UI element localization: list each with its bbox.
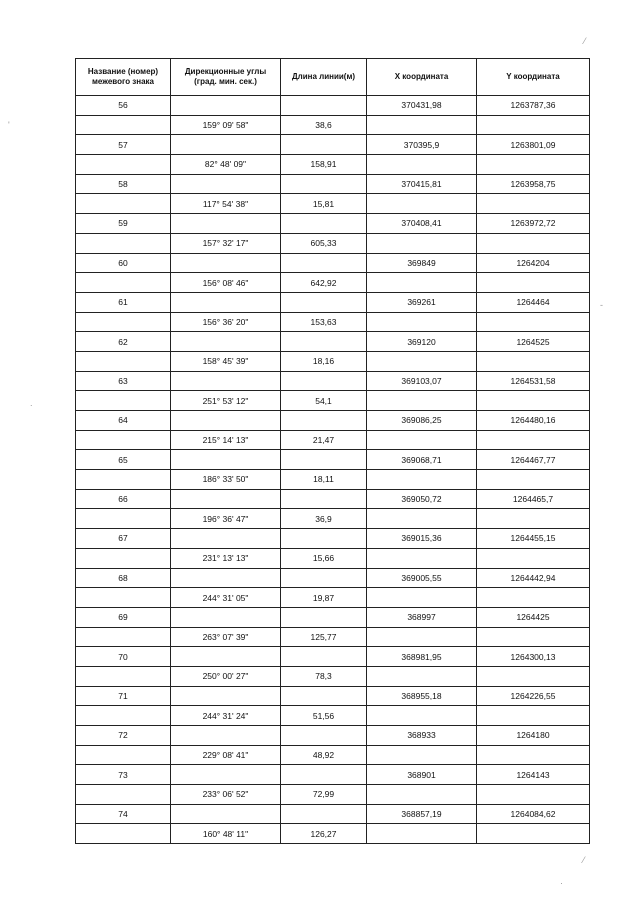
table-row — [76, 647, 590, 667]
table-row — [76, 588, 590, 608]
line-length-cell: 51,56 — [281, 706, 367, 726]
direction-angle-cell — [171, 804, 281, 824]
table-row — [76, 214, 590, 234]
direction-angle-cell: 251° 53' 12" — [171, 391, 281, 411]
table-row — [76, 371, 590, 391]
mark-name-cell — [76, 273, 171, 293]
mark-name-cell: 70 — [76, 647, 171, 667]
mark-name-cell — [76, 233, 171, 253]
direction-angle-cell: 186° 33' 50" — [171, 470, 281, 490]
table-row — [76, 785, 590, 805]
y-coordinate-cell — [477, 785, 590, 805]
direction-angle-cell: 82° 48' 09" — [171, 155, 281, 175]
header-line-length: Длина линии(м) — [281, 59, 367, 96]
line-length-cell — [281, 253, 367, 273]
x-coordinate-cell — [367, 548, 477, 568]
line-length-cell: 36,9 — [281, 509, 367, 529]
direction-angle-cell — [171, 214, 281, 234]
y-coordinate-cell: 1264464 — [477, 292, 590, 312]
x-coordinate-cell: 369849 — [367, 253, 477, 273]
x-coordinate-cell — [367, 509, 477, 529]
scan-mark: · — [560, 878, 563, 888]
table-row — [76, 470, 590, 490]
line-length-cell — [281, 332, 367, 352]
y-coordinate-cell: 1264442,94 — [477, 568, 590, 588]
direction-angle-cell: 196° 36' 47" — [171, 509, 281, 529]
table-row — [76, 666, 590, 686]
line-length-cell — [281, 292, 367, 312]
direction-angle-cell — [171, 568, 281, 588]
direction-angle-cell — [171, 332, 281, 352]
line-length-cell — [281, 450, 367, 470]
boundary-coordinates-table — [75, 58, 590, 844]
x-coordinate-cell: 369005,55 — [367, 568, 477, 588]
table-row — [76, 312, 590, 332]
x-coordinate-cell: 368997 — [367, 607, 477, 627]
table-row — [76, 194, 590, 214]
mark-name-cell: 68 — [76, 568, 171, 588]
mark-name-cell: 60 — [76, 253, 171, 273]
mark-name-cell — [76, 155, 171, 175]
x-coordinate-cell — [367, 785, 477, 805]
table-row — [76, 824, 590, 844]
line-length-cell — [281, 607, 367, 627]
header-mark-name: Название (номер) межевого знака — [76, 59, 171, 96]
y-coordinate-cell: 1264300,13 — [477, 647, 590, 667]
line-length-cell — [281, 135, 367, 155]
table-row — [76, 627, 590, 647]
y-coordinate-cell — [477, 666, 590, 686]
y-coordinate-cell: 1264455,15 — [477, 529, 590, 549]
y-coordinate-cell — [477, 430, 590, 450]
table-row — [76, 804, 590, 824]
x-coordinate-cell — [367, 312, 477, 332]
table-row — [76, 273, 590, 293]
x-coordinate-cell: 368901 — [367, 765, 477, 785]
mark-name-cell — [76, 666, 171, 686]
line-length-cell — [281, 568, 367, 588]
mark-name-cell: 63 — [76, 371, 171, 391]
line-length-cell: 642,92 — [281, 273, 367, 293]
y-coordinate-cell: 1263972,72 — [477, 214, 590, 234]
y-coordinate-cell — [477, 470, 590, 490]
mark-name-cell — [76, 470, 171, 490]
y-coordinate-cell — [477, 588, 590, 608]
line-length-cell: 54,1 — [281, 391, 367, 411]
x-coordinate-cell — [367, 351, 477, 371]
table-row — [76, 726, 590, 746]
x-coordinate-cell — [367, 391, 477, 411]
header-y-coordinate: Y координата — [477, 59, 590, 96]
mark-name-cell: 58 — [76, 174, 171, 194]
x-coordinate-cell: 369015,36 — [367, 529, 477, 549]
line-length-cell — [281, 174, 367, 194]
table-row — [76, 548, 590, 568]
x-coordinate-cell: 368955,18 — [367, 686, 477, 706]
y-coordinate-cell — [477, 627, 590, 647]
y-coordinate-cell — [477, 155, 590, 175]
mark-name-cell — [76, 824, 171, 844]
line-length-cell: 21,47 — [281, 430, 367, 450]
line-length-cell: 125,77 — [281, 627, 367, 647]
line-length-cell: 153,63 — [281, 312, 367, 332]
line-length-cell: 15,81 — [281, 194, 367, 214]
direction-angle-cell — [171, 765, 281, 785]
x-coordinate-cell: 369103,07 — [367, 371, 477, 391]
mark-name-cell: 64 — [76, 411, 171, 431]
y-coordinate-cell — [477, 115, 590, 135]
direction-angle-cell: 158° 45' 39" — [171, 351, 281, 371]
direction-angle-cell — [171, 96, 281, 116]
y-coordinate-cell — [477, 351, 590, 371]
mark-name-cell: 73 — [76, 765, 171, 785]
x-coordinate-cell — [367, 194, 477, 214]
line-length-cell — [281, 686, 367, 706]
x-coordinate-cell — [367, 273, 477, 293]
table-row — [76, 706, 590, 726]
line-length-cell: 605,33 — [281, 233, 367, 253]
mark-name-cell: 74 — [76, 804, 171, 824]
table-row — [76, 233, 590, 253]
x-coordinate-cell: 369086,25 — [367, 411, 477, 431]
y-coordinate-cell — [477, 273, 590, 293]
table-row — [76, 174, 590, 194]
mark-name-cell: 57 — [76, 135, 171, 155]
line-length-cell: 18,16 — [281, 351, 367, 371]
y-coordinate-cell — [477, 194, 590, 214]
y-coordinate-cell — [477, 745, 590, 765]
y-coordinate-cell: 1264084,62 — [477, 804, 590, 824]
direction-angle-cell: 231° 13' 13" — [171, 548, 281, 568]
header-x-coordinate: X координата — [367, 59, 477, 96]
line-length-cell — [281, 765, 367, 785]
direction-angle-cell — [171, 489, 281, 509]
line-length-cell: 158,91 — [281, 155, 367, 175]
direction-angle-cell: 157° 32' 17" — [171, 233, 281, 253]
mark-name-cell: 72 — [76, 726, 171, 746]
table-row — [76, 745, 590, 765]
scan-mark: - — [600, 300, 603, 310]
y-coordinate-cell — [477, 312, 590, 332]
direction-angle-cell: 263° 07' 39" — [171, 627, 281, 647]
direction-angle-cell — [171, 292, 281, 312]
line-length-cell — [281, 411, 367, 431]
line-length-cell: 38,6 — [281, 115, 367, 135]
mark-name-cell: 67 — [76, 529, 171, 549]
x-coordinate-cell: 370415,81 — [367, 174, 477, 194]
direction-angle-cell — [171, 371, 281, 391]
mark-name-cell: 61 — [76, 292, 171, 312]
line-length-cell: 126,27 — [281, 824, 367, 844]
y-coordinate-cell: 1264226,55 — [477, 686, 590, 706]
table-row — [76, 155, 590, 175]
direction-angle-cell: 156° 36' 20" — [171, 312, 281, 332]
mark-name-cell — [76, 351, 171, 371]
y-coordinate-cell: 1264143 — [477, 765, 590, 785]
table-row — [76, 686, 590, 706]
y-coordinate-cell: 1264480,16 — [477, 411, 590, 431]
direction-angle-cell — [171, 174, 281, 194]
x-coordinate-cell: 369261 — [367, 292, 477, 312]
direction-angle-cell — [171, 450, 281, 470]
direction-angle-cell: 117° 54' 38" — [171, 194, 281, 214]
y-coordinate-cell: 1264204 — [477, 253, 590, 273]
mark-name-cell — [76, 194, 171, 214]
scan-mark: . — [30, 398, 33, 408]
line-length-cell — [281, 371, 367, 391]
mark-name-cell: 56 — [76, 96, 171, 116]
direction-angle-cell: 244° 31' 24" — [171, 706, 281, 726]
table-row — [76, 135, 590, 155]
direction-angle-cell: 156° 08' 46" — [171, 273, 281, 293]
mark-name-cell — [76, 115, 171, 135]
y-coordinate-cell: 1264525 — [477, 332, 590, 352]
y-coordinate-cell: 1264425 — [477, 607, 590, 627]
header-direction-angle: Дирекционные углы (град. мин. сек.) — [171, 59, 281, 96]
direction-angle-cell — [171, 647, 281, 667]
line-length-cell: 72,99 — [281, 785, 367, 805]
direction-angle-cell — [171, 135, 281, 155]
mark-name-cell — [76, 312, 171, 332]
direction-angle-cell: 215° 14' 13" — [171, 430, 281, 450]
mark-name-cell — [76, 745, 171, 765]
direction-angle-cell: 244° 31' 05" — [171, 588, 281, 608]
direction-angle-cell: 250° 00' 27" — [171, 666, 281, 686]
table-row — [76, 765, 590, 785]
y-coordinate-cell — [477, 391, 590, 411]
x-coordinate-cell: 370431,98 — [367, 96, 477, 116]
direction-angle-cell: 160° 48' 11" — [171, 824, 281, 844]
direction-angle-cell — [171, 529, 281, 549]
x-coordinate-cell — [367, 470, 477, 490]
table-row — [76, 96, 590, 116]
x-coordinate-cell — [367, 588, 477, 608]
y-coordinate-cell — [477, 233, 590, 253]
direction-angle-cell — [171, 726, 281, 746]
mark-name-cell: 59 — [76, 214, 171, 234]
table-row — [76, 351, 590, 371]
x-coordinate-cell: 368857,19 — [367, 804, 477, 824]
mark-name-cell — [76, 509, 171, 529]
direction-angle-cell — [171, 686, 281, 706]
table-row — [76, 332, 590, 352]
table-row — [76, 253, 590, 273]
direction-angle-cell — [171, 411, 281, 431]
mark-name-cell — [76, 785, 171, 805]
x-coordinate-cell: 369120 — [367, 332, 477, 352]
scan-mark: ' — [8, 120, 10, 130]
x-coordinate-cell: 370408,41 — [367, 214, 477, 234]
direction-angle-cell — [171, 607, 281, 627]
table-row — [76, 430, 590, 450]
line-length-cell: 78,3 — [281, 666, 367, 686]
line-length-cell — [281, 647, 367, 667]
mark-name-cell — [76, 627, 171, 647]
y-coordinate-cell: 1263801,09 — [477, 135, 590, 155]
mark-name-cell: 69 — [76, 607, 171, 627]
line-length-cell — [281, 214, 367, 234]
y-coordinate-cell — [477, 706, 590, 726]
mark-name-cell: 62 — [76, 332, 171, 352]
table-row — [76, 568, 590, 588]
x-coordinate-cell — [367, 233, 477, 253]
line-length-cell: 15,66 — [281, 548, 367, 568]
x-coordinate-cell: 369050,72 — [367, 489, 477, 509]
x-coordinate-cell: 368981,95 — [367, 647, 477, 667]
line-length-cell — [281, 489, 367, 509]
x-coordinate-cell — [367, 666, 477, 686]
mark-name-cell: 66 — [76, 489, 171, 509]
x-coordinate-cell — [367, 627, 477, 647]
table-row — [76, 509, 590, 529]
x-coordinate-cell — [367, 745, 477, 765]
direction-angle-cell: 233° 06' 52" — [171, 785, 281, 805]
mark-name-cell — [76, 706, 171, 726]
direction-angle-cell: 159° 09' 58" — [171, 115, 281, 135]
line-length-cell: 48,92 — [281, 745, 367, 765]
mark-name-cell — [76, 588, 171, 608]
y-coordinate-cell: 1263787,36 — [477, 96, 590, 116]
mark-name-cell: 71 — [76, 686, 171, 706]
mark-name-cell — [76, 391, 171, 411]
y-coordinate-cell — [477, 824, 590, 844]
table-row — [76, 391, 590, 411]
x-coordinate-cell — [367, 430, 477, 450]
y-coordinate-cell: 1264180 — [477, 726, 590, 746]
direction-angle-cell: 229° 08' 41" — [171, 745, 281, 765]
line-length-cell — [281, 804, 367, 824]
x-coordinate-cell: 368933 — [367, 726, 477, 746]
line-length-cell: 19,87 — [281, 588, 367, 608]
table-row — [76, 529, 590, 549]
table-row — [76, 607, 590, 627]
y-coordinate-cell: 1264467,77 — [477, 450, 590, 470]
y-coordinate-cell: 1264531,58 — [477, 371, 590, 391]
x-coordinate-cell — [367, 706, 477, 726]
x-coordinate-cell — [367, 115, 477, 135]
y-coordinate-cell: 1263958,75 — [477, 174, 590, 194]
table-row — [76, 115, 590, 135]
x-coordinate-cell — [367, 824, 477, 844]
line-length-cell — [281, 529, 367, 549]
scan-mark: ⁄ — [584, 36, 586, 46]
x-coordinate-cell: 370395,9 — [367, 135, 477, 155]
header-row — [76, 59, 590, 96]
mark-name-cell — [76, 548, 171, 568]
mark-name-cell: 65 — [76, 450, 171, 470]
direction-angle-cell — [171, 253, 281, 273]
y-coordinate-cell — [477, 548, 590, 568]
mark-name-cell — [76, 430, 171, 450]
y-coordinate-cell — [477, 509, 590, 529]
line-length-cell — [281, 96, 367, 116]
line-length-cell — [281, 726, 367, 746]
line-length-cell: 18,11 — [281, 470, 367, 490]
x-coordinate-cell: 369068,71 — [367, 450, 477, 470]
x-coordinate-cell — [367, 155, 477, 175]
table-row — [76, 450, 590, 470]
scan-mark: ⁄ — [583, 855, 585, 865]
table-row — [76, 489, 590, 509]
table-row — [76, 292, 590, 312]
table-row — [76, 411, 590, 431]
y-coordinate-cell: 1264465,7 — [477, 489, 590, 509]
